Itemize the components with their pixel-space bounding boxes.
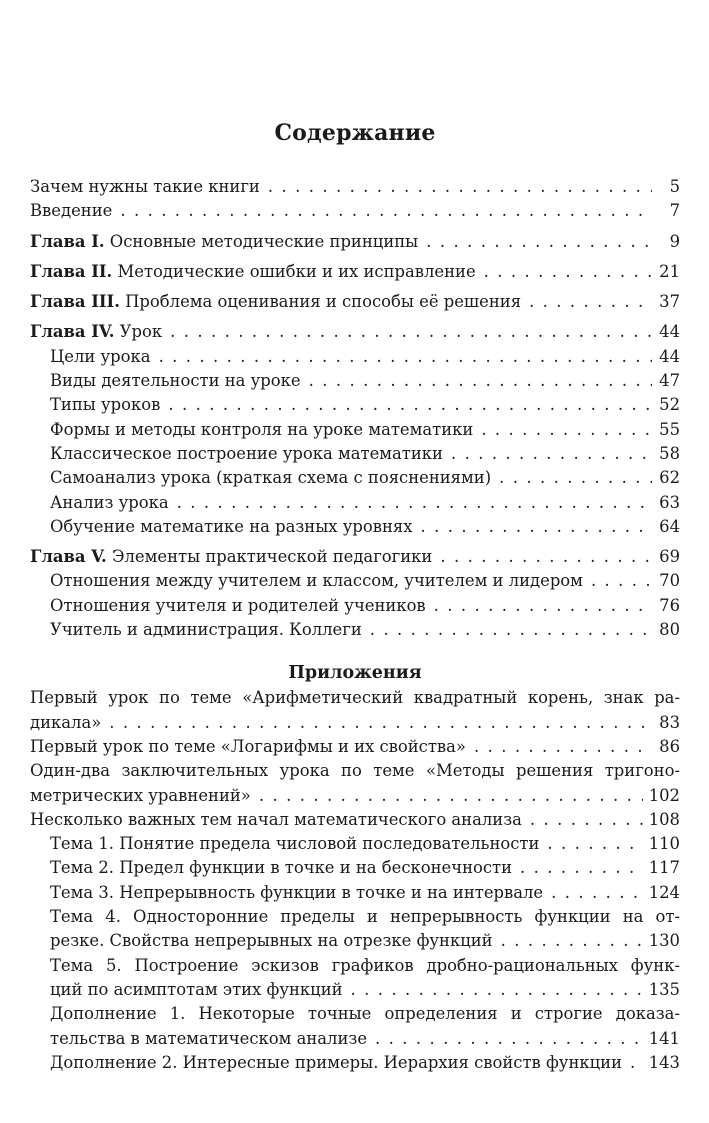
toc-page-number: 52 (659, 395, 680, 415)
toc-page-number: 58 (659, 443, 680, 463)
toc-entry-text: Тема 2. Предел функции в точке и на бесконечности (50, 858, 513, 878)
toc-entry-chapter-3[interactable] (30, 290, 680, 314)
toc-page-number: 86 (659, 736, 680, 756)
toc-entry-text: резке. Свойства непрерывных на отрезке функций (50, 931, 493, 951)
dot-leader (168, 393, 652, 417)
toc-entry-text: Несколько важных тем начал математического анализа (30, 809, 522, 829)
toc-entry-text: дикала» (30, 712, 102, 732)
dot-leader (170, 320, 652, 344)
dot-leader (434, 594, 652, 618)
toc-entry-text: Обучение математике на разных уровнях (50, 516, 413, 536)
toc-entry-text: Отношения учителя и родителей учеников (50, 595, 426, 615)
dot-leader (474, 735, 652, 759)
toc-entry-text (30, 230, 418, 254)
toc-entry-self-analysis[interactable] (30, 466, 680, 490)
dot-leader (351, 978, 643, 1002)
chapter-label: Глава IV. (30, 322, 115, 342)
toc-entry-chapter-4[interactable] (30, 320, 680, 344)
toc-entry-text: Самоанализ урока (краткая схема с пояснениями) (50, 468, 492, 488)
dot-leader (499, 466, 652, 490)
dot-leader (159, 345, 652, 369)
toc-page-number: 5 (669, 177, 680, 196)
toc-page-number: 55 (659, 419, 680, 439)
toc-entry-chapter-2[interactable] (30, 260, 680, 284)
dot-leader (451, 442, 652, 466)
toc-page-number: 102 (648, 785, 680, 805)
toc-entry-text: метрических уравнений» (30, 785, 251, 805)
page-title: Содержание (274, 120, 436, 146)
toc-entry-text: Учитель и администрация. Коллеги (50, 620, 362, 640)
toc-entry-lesson-goals[interactable] (30, 345, 680, 369)
toc-entry-teacher-admin[interactable] (30, 618, 680, 642)
toc-entry-text: Дополнение 2. Интересные примеры. Иерархия свойств функции (50, 1052, 622, 1072)
chapter-title: Основные методические принципы (104, 231, 419, 251)
dot-leader (375, 1027, 643, 1051)
toc-page-number: 9 (669, 231, 680, 251)
chapter-title: Элементы практической педагогики (106, 547, 433, 567)
dot-leader (484, 260, 652, 284)
toc-entry-text: Анализ урока (50, 492, 169, 512)
chapter-label: Глава V. (30, 547, 107, 567)
toc-entry-text: Введение (30, 201, 113, 221)
toc-entry-topic-2[interactable] (30, 856, 680, 880)
toc-entry-text (30, 320, 162, 344)
toc-entry-classic-lesson[interactable] (30, 442, 680, 466)
toc-entry-topic-4-line1[interactable]: Тема 4. Односторонние пределы и непрерывность функции на от- (50, 907, 680, 927)
dot-leader (109, 711, 652, 735)
toc-page-number: 69 (659, 547, 680, 567)
toc-page-number: 143 (648, 1052, 680, 1072)
toc-entry-supplement-1[interactable] (30, 1027, 680, 1051)
toc-page-number: 21 (659, 261, 680, 281)
toc-entry-text: Формы и методы контроля на уроке математики (50, 419, 474, 439)
toc-entry-intro-books[interactable] (30, 175, 680, 199)
toc-entry-appendix-3-line1[interactable]: Один-два заключительных урока по теме «Методы решения тригоно- (30, 761, 680, 781)
chapter-label: Глава III. (30, 292, 120, 312)
toc-entry-text (30, 260, 476, 284)
toc-entry-text: Первый урок по теме «Логарифмы и их свойства» (30, 736, 466, 756)
toc-entry-text (30, 290, 521, 314)
toc-entry-levels[interactable] (30, 515, 680, 539)
dot-leader (530, 808, 643, 832)
toc-entry-text: Отношения между учителем и классом, учителем и лидером (50, 571, 583, 591)
toc-entry-text: ций по асимптотам этих функций (50, 979, 343, 999)
toc-page-number: 141 (648, 1028, 680, 1048)
toc-page-number: 62 (659, 468, 680, 488)
toc-page-number: 124 (648, 882, 680, 902)
toc-page-number: 70 (659, 571, 680, 591)
toc-entry-text: Виды деятельности на уроке (50, 371, 301, 391)
toc-entry-appendix-3[interactable] (30, 784, 680, 808)
dot-leader (630, 1051, 643, 1075)
dot-leader (591, 569, 652, 593)
toc-page-number: 108 (648, 809, 680, 829)
table-of-contents (30, 175, 680, 1075)
toc-page-number: 76 (659, 595, 680, 615)
toc-entry-lesson-analysis[interactable] (30, 491, 680, 515)
toc-entry-topic-4[interactable] (30, 929, 680, 953)
toc-entry-topic-1[interactable] (30, 832, 680, 856)
toc-entry-teacher-parents[interactable] (30, 594, 680, 618)
toc-page-number: 64 (659, 516, 680, 536)
dot-leader (426, 230, 652, 254)
toc-entry-supplement-2[interactable] (30, 1051, 680, 1075)
toc-entry-topic-3[interactable] (30, 881, 680, 905)
dot-leader (420, 515, 652, 539)
appendix-heading: Приложения (288, 663, 422, 684)
toc-entry-text: Цели урока (50, 346, 151, 366)
toc-entry-chapter-5[interactable] (30, 545, 680, 569)
toc-entry-text: Типы уроков (50, 395, 161, 415)
toc-entry-teacher-class[interactable] (30, 569, 680, 593)
toc-entry-appendix-1-line1[interactable]: Первый урок по теме «Арифметический квадратный корень, знак ра- (30, 688, 680, 708)
toc-entry-text (30, 545, 432, 569)
chapter-label: Глава I. (30, 231, 105, 251)
toc-page-number: 135 (648, 979, 680, 999)
toc-page-number: 130 (648, 931, 680, 951)
toc-entry-introduction[interactable] (30, 199, 680, 223)
toc-entry-appendix-4[interactable] (30, 808, 680, 832)
toc-entry-activity-types[interactable] (30, 369, 680, 393)
toc-entry-topic-5-line1[interactable]: Тема 5. Построение эскизов графиков дробно-рациональных функ- (50, 955, 680, 975)
dot-leader (520, 856, 643, 880)
toc-entry-control-forms[interactable] (30, 418, 680, 442)
toc-page-number: 110 (648, 834, 680, 854)
toc-entry-text: Классическое построение урока математики (50, 443, 443, 463)
dot-leader (481, 418, 652, 442)
dot-leader (309, 369, 652, 393)
chapter-title: Методические ошибки и их исправление (112, 261, 476, 281)
chapter-title: Урок (114, 322, 163, 342)
toc-page-number: 37 (659, 292, 680, 312)
toc-page-number: 80 (659, 620, 680, 640)
toc-entry-text: Тема 1. Понятие предела числовой последовательности (50, 834, 540, 854)
toc-entry-appendix-1[interactable] (30, 711, 680, 735)
dot-leader (268, 175, 652, 199)
dot-leader (529, 290, 652, 314)
chapter-title: Проблема оценивания и способы её решения (119, 292, 522, 312)
toc-page-number: 47 (659, 371, 680, 391)
dot-leader (177, 491, 652, 515)
toc-page-number: 44 (659, 322, 680, 342)
dot-leader (120, 199, 652, 223)
toc-entry-text: Тема 3. Непрерывность функции в точке и на интервале (50, 882, 544, 902)
toc-page-number: 83 (659, 712, 680, 732)
dot-leader (547, 832, 642, 856)
dot-leader (440, 545, 652, 569)
dot-leader (551, 881, 643, 905)
toc-entry-lesson-types[interactable] (30, 393, 680, 417)
toc-page-number: 117 (648, 858, 680, 878)
toc-entry-supplement-1-line1[interactable]: Дополнение 1. Некоторые точные определения и строгие доказа- (50, 1004, 680, 1024)
chapter-label: Глава II. (30, 261, 113, 281)
toc-entry-text: Зачем нужны такие книги (30, 177, 260, 196)
toc-page-number: 7 (669, 201, 680, 221)
toc-entry-chapter-1[interactable] (30, 230, 680, 254)
dot-leader (501, 929, 643, 953)
toc-entry-appendix-2[interactable] (30, 735, 680, 759)
toc-entry-topic-5[interactable] (30, 978, 680, 1002)
dot-leader (259, 784, 643, 808)
toc-page-number: 44 (659, 346, 680, 366)
toc-entry-text: тельства в математическом анализе (50, 1028, 368, 1048)
dot-leader (370, 618, 652, 642)
toc-page-number: 63 (659, 492, 680, 512)
